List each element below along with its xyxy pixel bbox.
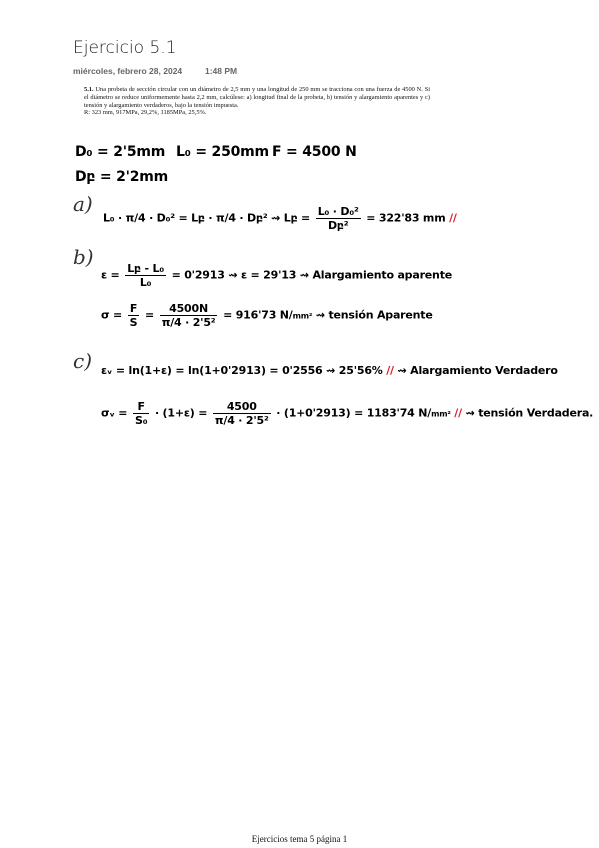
true-stress-frac-num: F [133,400,149,414]
true-stress-fraction [133,400,149,427]
stress-eq: = [145,308,155,322]
problem-text: Una probeta de sección circular con un diámetro de 2,5 mm y una longitud de 250 mm se tracciona con una fuerza de 4500 N. Si el diámetro se reduce uniformemente hasta 2,2 mm, calcúlese: a) longitud final de la probeta, b) tensión y alargamiento aparentes y c) tensión y alargamiento verdaderos, bajo la tensión impuesta. [84,86,430,109]
true-stress-tail: · (1+0'2913) = 1183'74 N/ [276,406,432,420]
stress-fraction-2 [160,302,218,329]
check-mark-icon: // [454,406,462,420]
true-strain-note: ⇝ Alargamiento Verdadero [397,364,558,377]
part-a-arrow: ⇝ [271,211,281,225]
note-time: 1:48 PM [205,66,238,76]
true-strain-line: εᵥ = ln(1+ε) = ln(1+0'2913) = 0'2556 ⇝ 25'56% [101,364,383,377]
strain-note: ⇝ Alargamiento aparente [299,268,453,282]
stress-value: = 916'73 N/ [223,308,293,322]
given-l0: L₀ = 250mm [176,144,269,160]
part-b-label: b) [73,245,94,269]
given-d0: D₀ = 2'5mm [75,144,166,160]
true-stress-lhs: σᵥ = [101,406,128,420]
true-stress-frac2-num: 4500 [213,400,271,414]
problem-number: 5.1. [84,86,94,93]
part-a-result: = 322'83 mm [366,211,446,225]
note-date: miércoles, febrero 28, 2024 [73,66,183,76]
page-footer: Ejercicios tema 5 página 1 [251,834,348,844]
part-c-label: c) [73,349,93,373]
part-b-strain [101,262,452,289]
page-title: Ejercicio 5.1 [73,38,177,58]
strain-value: = 0'2913 [171,268,225,282]
strain-frac-num: Lբ - L₀ [127,262,164,275]
true-stress-fraction-2 [213,400,271,427]
true-stress-frac2-den: π/4 · 2'5² [214,414,269,427]
strain-arrow: ⇝ [228,268,238,282]
part-a-frac-den: Dբ² [327,219,349,232]
part-b-stress [101,302,433,329]
stress-frac-num: F [128,302,140,316]
given-force: F = 4500 N [272,144,357,160]
part-c-true-stress [101,400,593,427]
part-a-label: a) [73,192,93,216]
true-stress-note: ⇝ tensión Verdadera. [465,406,594,420]
part-c-true-strain [101,364,558,377]
strain-fraction [125,262,166,289]
stress-fraction [128,302,140,329]
part-a-lf: Lբ = [283,211,311,225]
problem-answer: R: 323 mm, 917MPa, 29,2%, 1185MPa, 25,5%. [84,109,207,117]
true-stress-mid: · (1+ε) = [154,406,208,420]
part-a-fraction [316,205,361,232]
strain-frac-den: L₀ [139,276,152,289]
stress-frac2-num: 4500N [160,302,218,316]
check-mark-icon: // [386,364,394,377]
stress-frac-den: S [129,316,138,329]
stress-unit: mm² [292,311,313,321]
part-a-frac-num: L₀ · D₀² [317,205,359,218]
given-df: Dբ = 2'2mm [75,169,169,185]
strain-lhs: ε = [101,268,120,282]
stress-frac2-den: π/4 · 2'5² [161,316,216,329]
true-stress-frac-den: S₀ [134,414,148,427]
check-mark-icon: // [449,211,457,225]
stress-note: ⇝ tensión Aparente [315,308,433,322]
stress-lhs: σ = [101,308,123,322]
part-a-lhs: L₀ · π/4 · D₀² = Lբ · π/4 · Dբ² [103,211,268,225]
part-a-equation [103,205,457,232]
problem-statement [84,86,430,117]
strain-percent: ε = 29'13 [240,268,297,282]
true-stress-unit: mm² [431,409,451,419]
